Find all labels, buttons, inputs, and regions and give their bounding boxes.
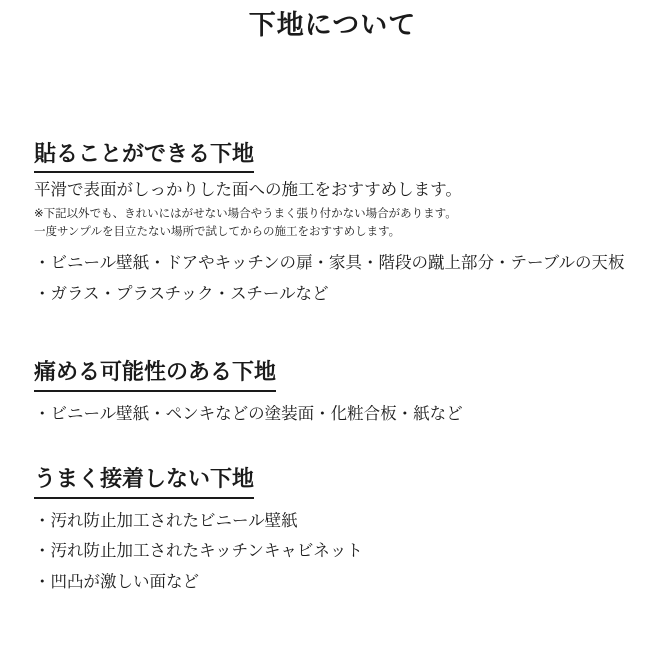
note-line: ※下記以外でも、きれいにはがせない場合やうまく張り付かない場合があります。 <box>34 207 457 220</box>
bullet-marker: ・ <box>34 572 51 591</box>
bullet-marker: ・ <box>34 254 51 273</box>
bullet-text: ビニール壁紙・ペンキなどの塗装面・化粧合板・紙など <box>50 404 463 423</box>
bullet-text: 汚れ防止加工されたビニール壁紙 <box>50 511 298 530</box>
bullet-text: 凹凸が激しい面など <box>50 572 199 591</box>
bullet-marker: ・ <box>34 542 51 561</box>
page-title: 下地について <box>248 10 417 40</box>
bullet-text: ガラス・プラスチック・スチールなど <box>50 284 329 303</box>
bullet-text: ビニール壁紙・ドアやキッチンの扉・家具・階段の蹴上部分・テーブルの天板 <box>50 254 625 273</box>
section-heading: 痛める可能性のある下地 <box>34 358 276 392</box>
bullet-text: 汚れ防止加工されたキッチンキャビネット <box>50 542 363 561</box>
bullet-marker: ・ <box>34 284 51 303</box>
section-heading: うまく接着しない下地 <box>34 465 254 499</box>
list-item <box>34 572 647 593</box>
section-3 <box>34 465 647 593</box>
section-bullet-list <box>34 253 647 305</box>
section-bullet-list <box>34 404 647 425</box>
list-item <box>34 404 647 425</box>
note-line: 一度サンプルを目立たない場所で試してからの施工をおすすめします。 <box>34 226 401 239</box>
section-lead: 平滑で表面がしっかりした面への施工をおすすめします。 <box>34 181 462 200</box>
list-item <box>34 253 647 274</box>
section-1 <box>34 140 647 306</box>
list-item <box>34 511 647 532</box>
bullet-marker: ・ <box>34 511 51 530</box>
list-item <box>34 541 647 562</box>
section-heading: 貼ることができる下地 <box>34 140 254 174</box>
section-2 <box>34 358 647 425</box>
bullet-marker: ・ <box>34 404 51 423</box>
section-notes <box>34 205 647 242</box>
list-item <box>34 284 647 305</box>
section-bullet-list <box>34 511 647 593</box>
content <box>0 140 665 593</box>
